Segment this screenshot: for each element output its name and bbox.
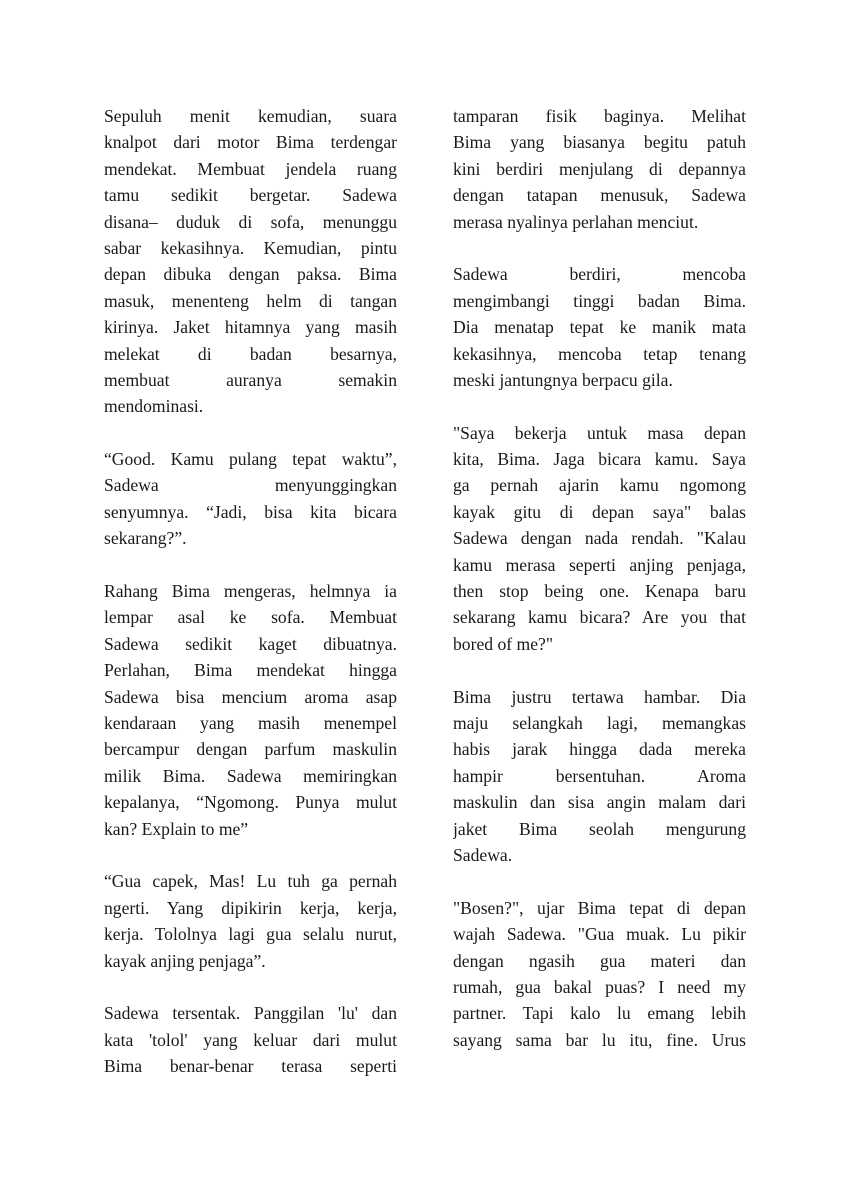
text-line: Bima justru tertawa hambar. Dia (453, 686, 746, 707)
paragraph (104, 1000, 397, 1079)
text-line: bercampur dengan parfum maskulin (104, 739, 397, 760)
text-line: depan dibuka dengan paksa. Bima (104, 264, 397, 285)
paragraph (104, 103, 397, 420)
text-line: Sadewa berdiri, mencoba (453, 264, 746, 285)
text-line: disana– duduk di sofa, menunggu (104, 211, 397, 232)
text-line: Sepuluh menit kemudian, suara (104, 106, 397, 126)
paragraph-spacer (104, 842, 397, 868)
text-line: maskulin dan sisa angin malam dari (453, 792, 746, 813)
text-line: ngerti. Yang dipikirin kerja, kerja, (104, 897, 397, 918)
text-line: Sadewa tersentak. Panggilan 'lu' dan (104, 1003, 397, 1024)
text-line: kini berdiri menjulang di depannya (453, 158, 746, 179)
text-line: jaket Bima seolah mengurung (453, 818, 746, 839)
left-text-column (104, 103, 397, 1079)
text-line: kita, Bima. Jaga bicara kamu. Saya (453, 449, 746, 470)
text-line: "Bosen?", ujar Bima tepat di depan (453, 897, 746, 918)
text-line: Sadewa menyunggingkan (104, 475, 397, 496)
paragraph-spacer (453, 868, 746, 894)
text-line: sekarang?”. (104, 528, 187, 549)
text-line: sabar kekasihnya. Kemudian, pintu (104, 237, 397, 258)
text-line: Sadewa dengan nada rendah. "Kalau (453, 528, 746, 549)
text-line: “Good. Kamu pulang tepat waktu”, (104, 449, 397, 470)
paragraph (453, 895, 746, 1053)
paragraph-spacer (104, 552, 397, 578)
text-line: tamparan fisik baginya. Melihat (453, 106, 746, 126)
text-line: habis jarak hingga dada mereka (453, 739, 746, 760)
text-line: kan? Explain to me” (104, 818, 249, 839)
text-line: sekarang kamu bicara? Are you that (453, 607, 746, 628)
text-line: Perlahan, Bima mendekat hingga (104, 660, 397, 681)
text-line: Bima benar-benar terasa seperti (104, 1056, 397, 1077)
text-line: tamu sedikit bergetar. Sadewa (104, 185, 397, 206)
text-line: Bima yang biasanya begitu patuh (453, 132, 746, 153)
paragraph (104, 446, 397, 552)
paragraph-spacer (453, 657, 746, 683)
text-line: senyumnya. “Jadi, bisa kita bicara (104, 501, 397, 522)
text-line: maju selangkah lagi, memangkas (453, 712, 746, 733)
paragraph (453, 684, 746, 869)
text-line: knalpot dari motor Bima terdengar (104, 132, 397, 153)
text-line: Rahang Bima mengeras, helmnya ia (104, 581, 397, 602)
text-line: kerja. Tololnya lagi gua selalu nurut, (104, 924, 397, 945)
text-line: hampir bersentuhan. Aroma (453, 765, 746, 786)
text-line: kepalanya, “Ngomong. Punya mulut (104, 792, 397, 813)
text-line: Sadewa. (453, 844, 513, 865)
text-line: then stop being one. Kenapa baru (453, 581, 746, 602)
text-line: mendominasi. (104, 396, 204, 417)
text-line: wajah Sadewa. "Gua muak. Lu pikir (453, 924, 746, 945)
text-line: “Gua capek, Mas! Lu tuh ga pernah (104, 871, 397, 892)
text-line: mengimbangi tinggi badan Bima. (453, 290, 746, 311)
text-line: milik Bima. Sadewa memiringkan (104, 765, 397, 786)
right-text-column (453, 103, 746, 1053)
paragraph (453, 420, 746, 658)
text-line: kirinya. Jaket hitamnya yang masih (104, 317, 397, 338)
paragraph (104, 868, 397, 974)
paragraph-spacer (453, 235, 746, 261)
text-line: partner. Tapi kalo lu emang lebih (453, 1003, 746, 1024)
paragraph-spacer (104, 420, 397, 446)
text-line: dengan ngasih gua materi dan (453, 950, 746, 971)
text-line: kayak gitu di depan saya" balas (453, 501, 746, 522)
text-line: "Saya bekerja untuk masa depan (453, 422, 746, 443)
text-line: Sadewa bisa mencium aroma asap (104, 686, 397, 707)
text-line: membuat auranya semakin (104, 369, 397, 390)
text-line: kendaraan yang masih menempel (104, 712, 397, 733)
text-line: rumah, gua bakal puas? I need my (453, 976, 746, 997)
text-line: kamu merasa seperti anjing penjaga, (453, 554, 746, 575)
text-line: lempar asal ke sofa. Membuat (104, 607, 397, 628)
paragraph (453, 103, 746, 235)
paragraph-spacer (104, 974, 397, 1000)
text-line: masuk, menenteng helm di tangan (104, 290, 397, 311)
text-line: sayang sama bar lu itu, fine. Urus (453, 1029, 746, 1050)
text-line: ga pernah ajarin kamu ngomong (453, 475, 746, 496)
text-line: kekasihnya, mencoba tetap tenang (453, 343, 746, 364)
paragraph (104, 578, 397, 842)
text-line: dengan tatapan menusuk, Sadewa (453, 185, 746, 206)
text-line: melekat di badan besarnya, (104, 343, 397, 364)
text-line: bored of me?" (453, 633, 553, 654)
text-line: kayak anjing penjaga”. (104, 950, 266, 971)
text-line: kata 'tolol' yang keluar dari mulut (104, 1029, 397, 1050)
paragraph (453, 261, 746, 393)
paragraph-spacer (453, 393, 746, 419)
text-line: Sadewa sedikit kaget dibuatnya. (104, 633, 397, 654)
text-line: Dia menatap tepat ke manik mata (453, 317, 746, 338)
text-line: merasa nyalinya perlahan menciut. (453, 211, 699, 232)
text-line: mendekat. Membuat jendela ruang (104, 158, 397, 179)
text-line: meski jantungnya berpacu gila. (453, 369, 673, 390)
